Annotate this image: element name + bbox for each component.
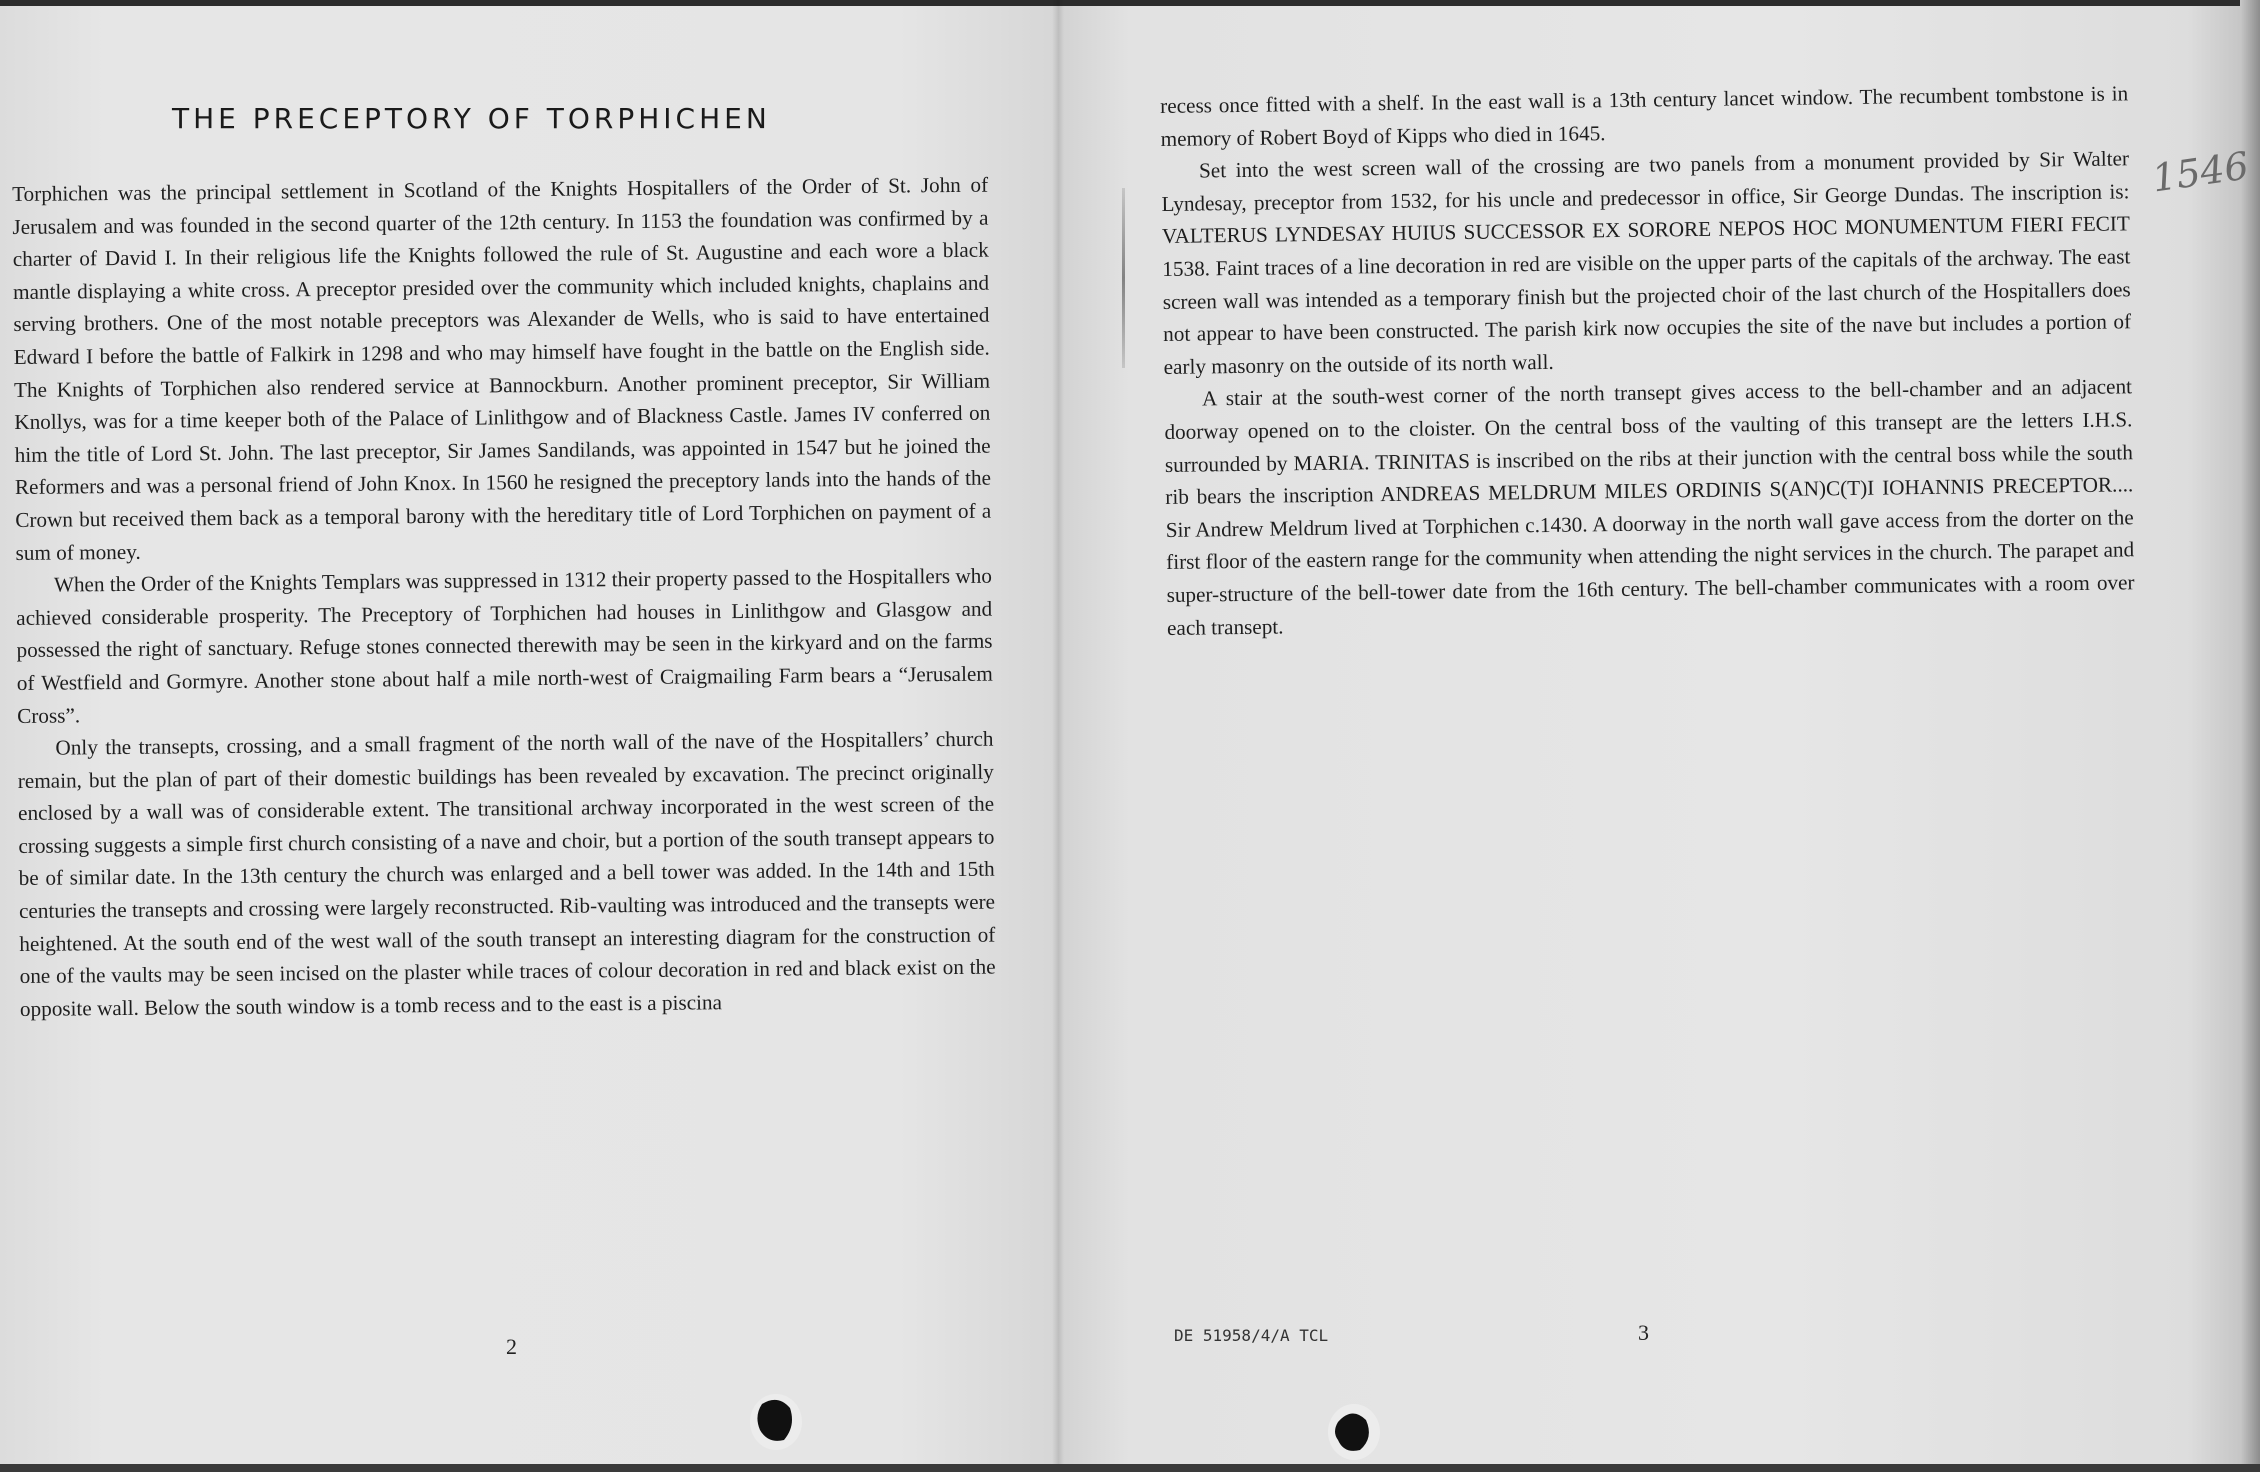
handwritten-annotation: 1546	[2149, 143, 2252, 201]
right-page-number: 3	[1638, 1320, 1649, 1345]
book-gutter	[1052, 0, 1064, 1464]
binding-hole-left	[738, 1378, 808, 1458]
right-paragraph-3: A stair at the south-west corner of the north transept gives access to the bell-chamber and an adjacent doorway opened on to the cloister. On the central boss of the vaulting of this transept are the letters I.H.S. surrounded by MARIA. TRINITAS is inscribed on the ribs at their junction with the central boss while the south rib bears the inscription ANDREAS MELDRUM MILES ORDINIS S(AN)C(T)I IOHANNIS PRECEPTOR.... Sir Andrew Meldrum lived at Torphichen c.1430. A doorway in the north wall gave access from the dorter on the first floor of the eastern range for the community when attending the night services in the church. The parapet and super-structure of the bell-tower date from the 16th century. The bell-chamber communicates with a room over each transept.	[1164, 374, 2135, 640]
right-column-text	[1160, 77, 2135, 644]
page-title: THE PRECEPTORY OF TORPHICHEN	[172, 102, 771, 135]
left-paragraph-2: When the Order of the Knights Templars was suppressed in 1312 their property passed to the Hospitallers who achieved considerable prosperity. The Preceptory of Torphichen had houses in Linlithgow and Glasgow and possessed the right of sanctuary. Refuge stones connected therewith may be seen in the kirkyard and on the farms of Westfield and Gormyre. Another stone about half a mile north-west of Craigmailing Farm bears a “Jerusalem Cross”.	[16, 563, 993, 728]
catalog-code: DE 51958/4/A TCL	[1174, 1326, 1329, 1345]
left-page-number: 2	[506, 1334, 517, 1359]
right-paragraph-1: recess once fitted with a shelf. In the east wall is a 13th century lancet window. The recumbent tombstone is in memory of Robert Boyd of Kipps who died in 1645.	[1160, 81, 2129, 151]
left-paragraph-1: Torphichen was the principal settlement in Scotland of the Knights Hospitallers of the Order of St. John of Jerusalem and was founded in the second quarter of the 12th century. In 1153 the foundation was confirmed by a charter of David I. In their religious life the Knights followed the rule of St. Augustine and each wore a black mantle displaying a white cross. A preceptor presided over the community which included knights, chaplains and serving brothers. One of the most notable preceptors was Alexander de Wells, who is said to have entertained Edward I before the battle of Falkirk in 1298 and who may himself have fought in the battle on the English side. The Knights of Torphichen also rendered service at Bannockburn. Another prominent preceptor, Sir William Knollys, was for a time keeper both of the Palace of Linlithgow and of Blackness Castle. James IV conferred on him the title of Lord St. John. The last preceptor, Sir James Sandilands, was appointed in 1547 but he joined the Reformers and was a personal friend of John Knox. In 1560 he resigned the preceptory lands into the hands of the Crown but received them back as a temporal barony with the hereditary title of Lord Torphichen on payment of a sum of money.	[12, 172, 992, 565]
left-paragraph-3: Only the transepts, crossing, and a small fragment of the north wall of the nave of the Hospitallers’ church remain, but the plan of part of their domestic buildings has been revealed by excavation. The precinct originally enclosed by a wall was of considerable extent. The transitional archway incorporated in the west screen of the crossing suggests a simple first church consisting of a nave and choir, but a portion of the south transept appears to be of similar date. In the 13th century the church was enlarged and a bell tower was added. In the 14th and 15th centuries the transepts and crossing were largely reconstructed. Rib-vaulting was introduced and the transepts were heightened. At the south end of the west wall of the south transept an interesting diagram for the construction of one of the vaults may be seen incised on the plaster while traces of colour decoration in red and black exist on the opposite wall. Below the south window is a tomb recess and to the east is a piscina	[17, 726, 996, 1021]
top-page-edge	[0, 0, 2260, 6]
binding-hole-right	[1318, 1392, 1388, 1472]
right-paragraph-2: Set into the west screen wall of the crossing are two panels from a monument provided by Sir Walter Lyndesay, preceptor from 1532, for his uncle and predecessor in office, Sir George Dundas. The inscription is: VALTERUS LYNDESAY HUIUS SUCCESSOR EX SORORE NEPOS HOC MONUMENTUM FIERI FECIT 1538. Faint traces of a line decoration in red are visible on the upper parts of the capitals of the archway. The east screen wall was intended as a temporary finish but the projected choir of the last church of the Hospitallers does not appear to have been constructed. The parish kirk now occupies the site of the nave but includes a portion of early masonry on the outside of its north wall.	[1161, 146, 2132, 379]
right-page-edge	[2240, 0, 2260, 1464]
margin-pencil-mark	[1122, 188, 1125, 368]
left-column-text	[12, 169, 996, 1026]
